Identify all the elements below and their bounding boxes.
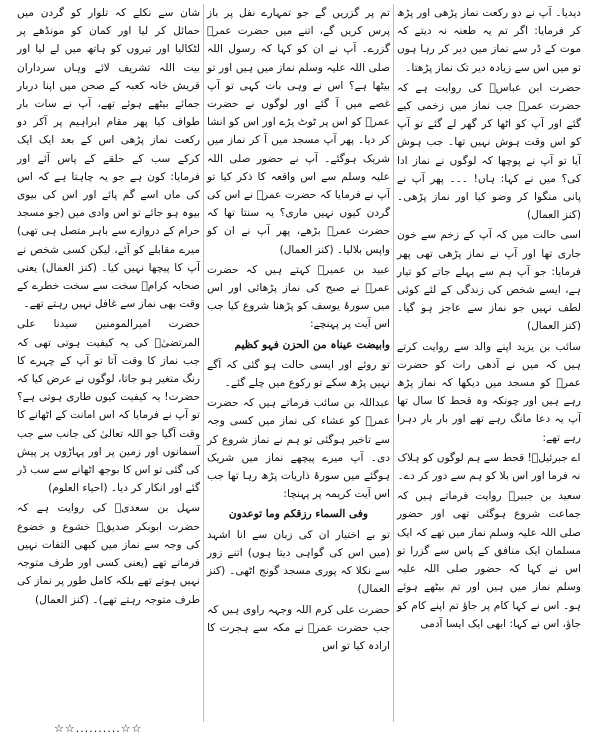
paragraph: تو روئے اور ایسی حالت ہو گئی کہ آگے نہیں پڑھ سکے تو رکوع میں چلے گئے۔ xyxy=(207,358,390,390)
paragraph: سعید بن جبیرؓ روایت فرماتے ہیں کہ جماعت شروع ہوگئی تھی اور حضور صلی اللہ علیہ وسلم نماز میں تھے کہ ایک مسلمان ایک منافق کے پاس سے گزرا تو اس نے کہا کہ حضور صلی اللہ علیہ وسلم نماز میں ہیں اور تم بیٹھے ہوئے ہو۔ اس نے کہا کام پر جاؤ تم اپنے کام کو جاؤ، اس نے کہا: ابھی ایک ایسا آدمی xyxy=(397,490,581,630)
paragraph: حضرت امیرالمومنین سیدنا علی المرتضیٰؓ کی یہ کیفیت ہوتی تھی کہ جب نماز کا وقت آتا تو آپ کے چہرے کا رنگ متغیر ہو جاتا، لوگوں نے عرض کیا کہ حضرت! یہ کیفیت کیوں طاری ہوتی ہے؟ تو آپ نے فرمایا کہ اس امانت کے اٹھانے کا وقت آگیا جو اللہ تعالیٰ کی جانب سے جب آسمانوں اور زمین پر اور پہاڑوں پر پیش کی گئی تو اس کا بوجھ اٹھانے سے سب ڈر گئے اور انکار کر دیا۔ (احیاء العلوم) xyxy=(17,318,200,495)
paragraph: حضرت ابن عباسؓ کی روایت ہے کہ حضرت عمرؓ جب نماز میں زخمی کیے گئے اور آپ کو اٹھا کر گھر لے گئے تو آپ کو اس وقت ہوش نہیں تھا۔ جب ہوش آیا تو آپ نے پوچھا کہ لوگوں نے نماز ادا کی؟ میں نے کہا: ہاں! ۔۔۔ پھر آپ نے پانی منگوا کر وضو کیا اور نماز پڑھی۔ (کنز العمال) xyxy=(397,81,581,222)
paragraph: شان سے نکلے کہ تلوار کو گردن میں حمائل کر لیا اور کمان کو مونڈھے پر لٹکالیا اور تیروں کو ہاتھ میں لے لیا اور بیت اللہ تشریف لائے وہاں سرداران قریش خانہ کعبہ کے صحن میں اپنا دربار جمائے بیٹھے ہوئے تھے، آپ نے سات بار طواف کیا پھر مقام ابراہیم پر آکر دو رکعت نماز پڑھی اس کے بعد ایک ایک کرکے سب کے حلقے کے پاس آئے اور فرمایا: کون ہے جو یہ چاہتا ہے کہ اس کی ماں اسے گم پائے اور اس کی بیوی بیوہ ہو جائے تو اس وادی میں (جو مسجد حرام کے دروازے سے باہر متصل ہی تھی) میرے مقابلے کو آئے، لیکن کسی شخص نے آپ کا پیچھا نہیں کیا۔ (کنز العمال) یعنی صحابہ کرامؓ سخت سے سخت خطرے کے وقت بھی نماز سے غافل نہیں رہتے تھے۔ xyxy=(17,7,200,311)
paragraph: عبید بن عمیرؓ کہتے ہیں کہ حضرت عمرؓ نے صبح کی نماز پڑھائی اور اس میں سورۂ یوسف کو پڑھنا شروع کیا جب اس آیت پر پہنچے: xyxy=(207,263,390,331)
text-columns xyxy=(6,4,584,722)
footer-ornament: ☆☆..........☆☆ xyxy=(54,722,143,735)
paragraph: تو بے اختیار ان کی زبان سے انا اشہد (میں اس کی گواہی دیتا ہوں) اتنے زور سے نکلا کہ پوری مسجد گونج اٹھی۔ (کنز العمال) xyxy=(207,528,390,596)
column-middle xyxy=(204,4,394,722)
paragraph: دیدیا۔ آپ نے دو رکعت نماز پڑھی اور پڑھ کر فرمایا: اگر تم یہ طعنہ نہ دیتے کہ موت کے ڈر سے نماز میں دیر کر رہا ہوں تو میں اس سے زیادہ دیر تک نماز پڑھتا۔ xyxy=(397,7,581,74)
column-right xyxy=(394,4,584,722)
paragraph: عبداللہ بن سائب فرماتے ہیں کہ حضرت عمرؓ کو عشاء کی نماز میں کسی وجہ سے تاخیر ہوگئی تو ہم نے نماز شروع کر دی۔ آپ میرے پیچھے نماز میں شریک ہوگئے میں سورۂ ذاریات پڑھ رہا تھا جب اس آیت کریمہ پر پہنچا: xyxy=(207,397,390,501)
paragraph: اسی حالت میں کہ آپ کے زخم سے خون جاری تھا اور آپ نے نماز پڑھی تھی پھر فرمایا: جو آپ ہم سے پہلے جاتے کو تیار ہے، ایسے شخص کی زندگی کے لئے کوئی لطف نہیں جو نماز سے عاجز ہو گیا۔ (کنز العمال) xyxy=(397,229,581,333)
quoted-prayer: اے جبرئیلؑ! قحط سے ہم لوگوں کو ہلاک نہ فرما اور اس بلا کو ہم سے دور کر دے۔ xyxy=(397,451,581,483)
paragraph: سہل بن سعدیؓ کی روایت ہے کہ حضرت ابوبکر صدیقؓ خشوع و خضوع کی وجہ سے نماز میں کبھی التفات نہیں فرماتے تھے (یعنی کسی اور طرف متوجہ نہیں ہوتے تھے بلکہ کامل طور پر نماز کی طرف متوجہ رہتے تھے)۔ (کنز العمال) xyxy=(17,502,200,606)
paragraph: تم پر گزریں گے جو تمہارے نفل پر باز پرس کریں گے، اتنے میں حضرت عمرؓ گزرے۔ آپ نے ان کو کہا کہ رسول اللہ صلی اللہ علیہ وسلم نماز میں ہیں اور تو بیٹھا ہے؟ اس نے وہی بات کہی تو آپ غصے میں آ گئے اور لوگوں نے حضرت عمرؓ کو اس پر ٹوٹ پڑے اور اس کو انشا کر دیا۔ پھر آپ مسجد میں آ کر نماز میں شریک ہوگئے۔ آپ نے حضور صلی اللہ علیہ وسلم سے اس واقعہ کا ذکر کیا تو آپ نے فرمایا کہ حضرت عمرؓ نے اس کی گردن کیوں نہیں ماری؟ یہ سنتا تھا کہ حضرت عمرؓ بڑھے، پھر آپ نے ان کو واپس بلالیا۔ (کنز العمال) xyxy=(207,7,390,256)
paragraph: حضرت علی کرم اللہ وجہہ راوی ہیں کہ جب حضرت عمرؓ نے مکہ سے ہجرت کا ارادہ کیا تو اس xyxy=(207,603,390,652)
quranic-verse: وابیضت عیناہ من الحزن فہو کظیم xyxy=(234,338,390,351)
paragraph: سائب بن یزید اپنے والد سے روایت کرتے ہیں کہ میں نے آدھی رات کو حضرت عمرؓ کو مسجد میں دیکھا کہ نماز پڑھ رہے ہیں اور چونکہ وہ قحط کا سال تھا آپ یہ دعا مانگ رہے تھے اور بار بار دہرا رہے تھے: xyxy=(397,340,581,444)
column-left xyxy=(14,4,204,722)
quranic-verse: وفی السماء رزقکم وما توعدون xyxy=(228,508,369,521)
